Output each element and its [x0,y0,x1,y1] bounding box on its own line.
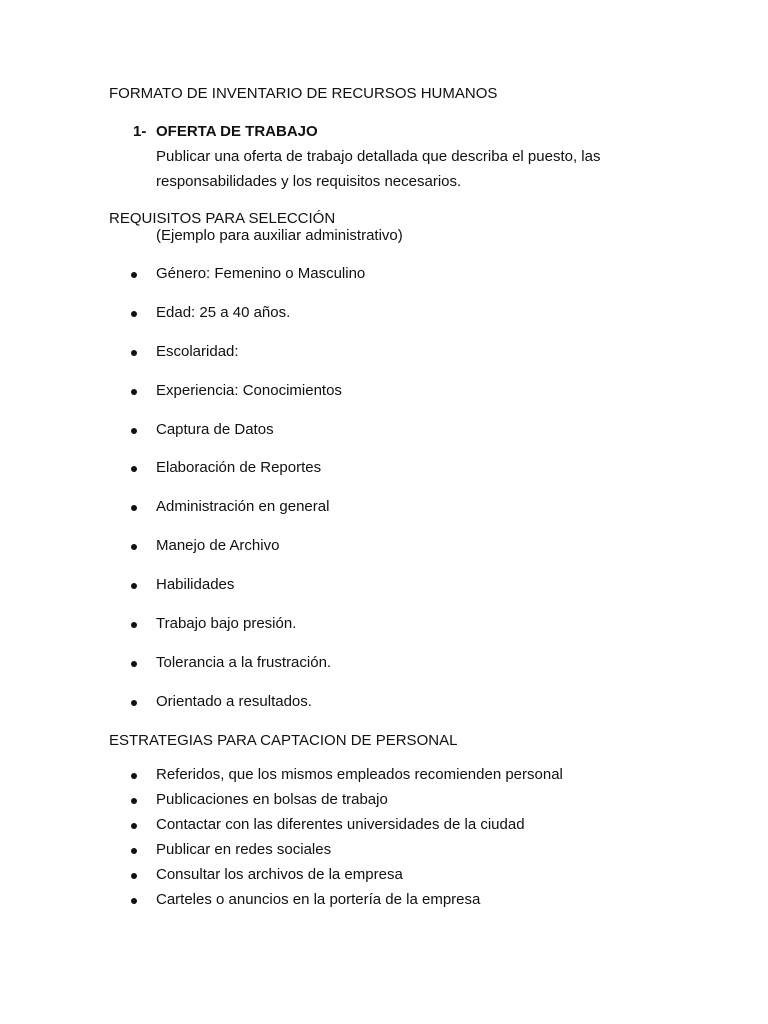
list-item: Referidos, que los mismos empleados recomienden personal [156,766,563,783]
list-item: Género: Femenino o Masculino [156,265,366,282]
bullet-icon [131,873,137,879]
list-item: Administración en general [156,498,330,515]
bullet-icon [131,583,137,589]
list-item: Tolerancia a la frustración. [156,654,332,671]
document-title: FORMATO DE INVENTARIO DE RECURSOS HUMANOS [109,85,498,102]
bullet-icon [131,544,137,550]
bullet-icon [131,272,137,278]
list-item: Publicaciones en bolsas de trabajo [156,791,388,808]
oferta-description-line-2: responsabilidades y los requisitos necesarios. [156,173,462,190]
bullet-icon [131,773,137,779]
bullet-icon [131,798,137,804]
list-item: Publicar en redes sociales [156,841,332,858]
list-item: Edad: 25 a 40 años. [156,304,291,321]
list-item: Habilidades [156,576,235,593]
bullet-icon [131,389,137,395]
section-heading-estrategias: ESTRATEGIAS PARA CAPTACION DE PERSONAL [109,732,458,749]
section-number: 1- [133,123,147,140]
bullet-icon [131,898,137,904]
bullet-icon [131,466,137,472]
list-item: Trabajo bajo presión. [156,615,297,632]
bullet-icon [131,350,137,356]
list-item: Escolaridad: [156,343,239,360]
list-item: Orientado a resultados. [156,693,312,710]
oferta-description-line-1: Publicar una oferta de trabajo detallada que describa el puesto, las [156,148,601,165]
list-item: Contactar con las diferentes universidades de la ciudad [156,816,525,833]
section-heading-oferta: OFERTA DE TRABAJO [156,123,318,140]
bullet-icon [131,505,137,511]
bullet-icon [131,428,137,434]
list-item: Manejo de Archivo [156,537,280,554]
bullet-icon [131,848,137,854]
bullet-icon [131,700,137,706]
bullet-icon [131,823,137,829]
list-item: Consultar los archivos de la empresa [156,866,403,883]
requisitos-subheading: (Ejemplo para auxiliar administrativo) [156,227,403,244]
list-item: Captura de Datos [156,421,274,438]
section-heading-requisitos: REQUISITOS PARA SELECCIÓN [109,210,336,227]
list-item: Experiencia: Conocimientos [156,382,342,399]
bullet-icon [131,311,137,317]
bullet-icon [131,661,137,667]
list-item: Elaboración de Reportes [156,459,322,476]
list-item: Carteles o anuncios en la portería de la empresa [156,891,481,908]
bullet-icon [131,622,137,628]
